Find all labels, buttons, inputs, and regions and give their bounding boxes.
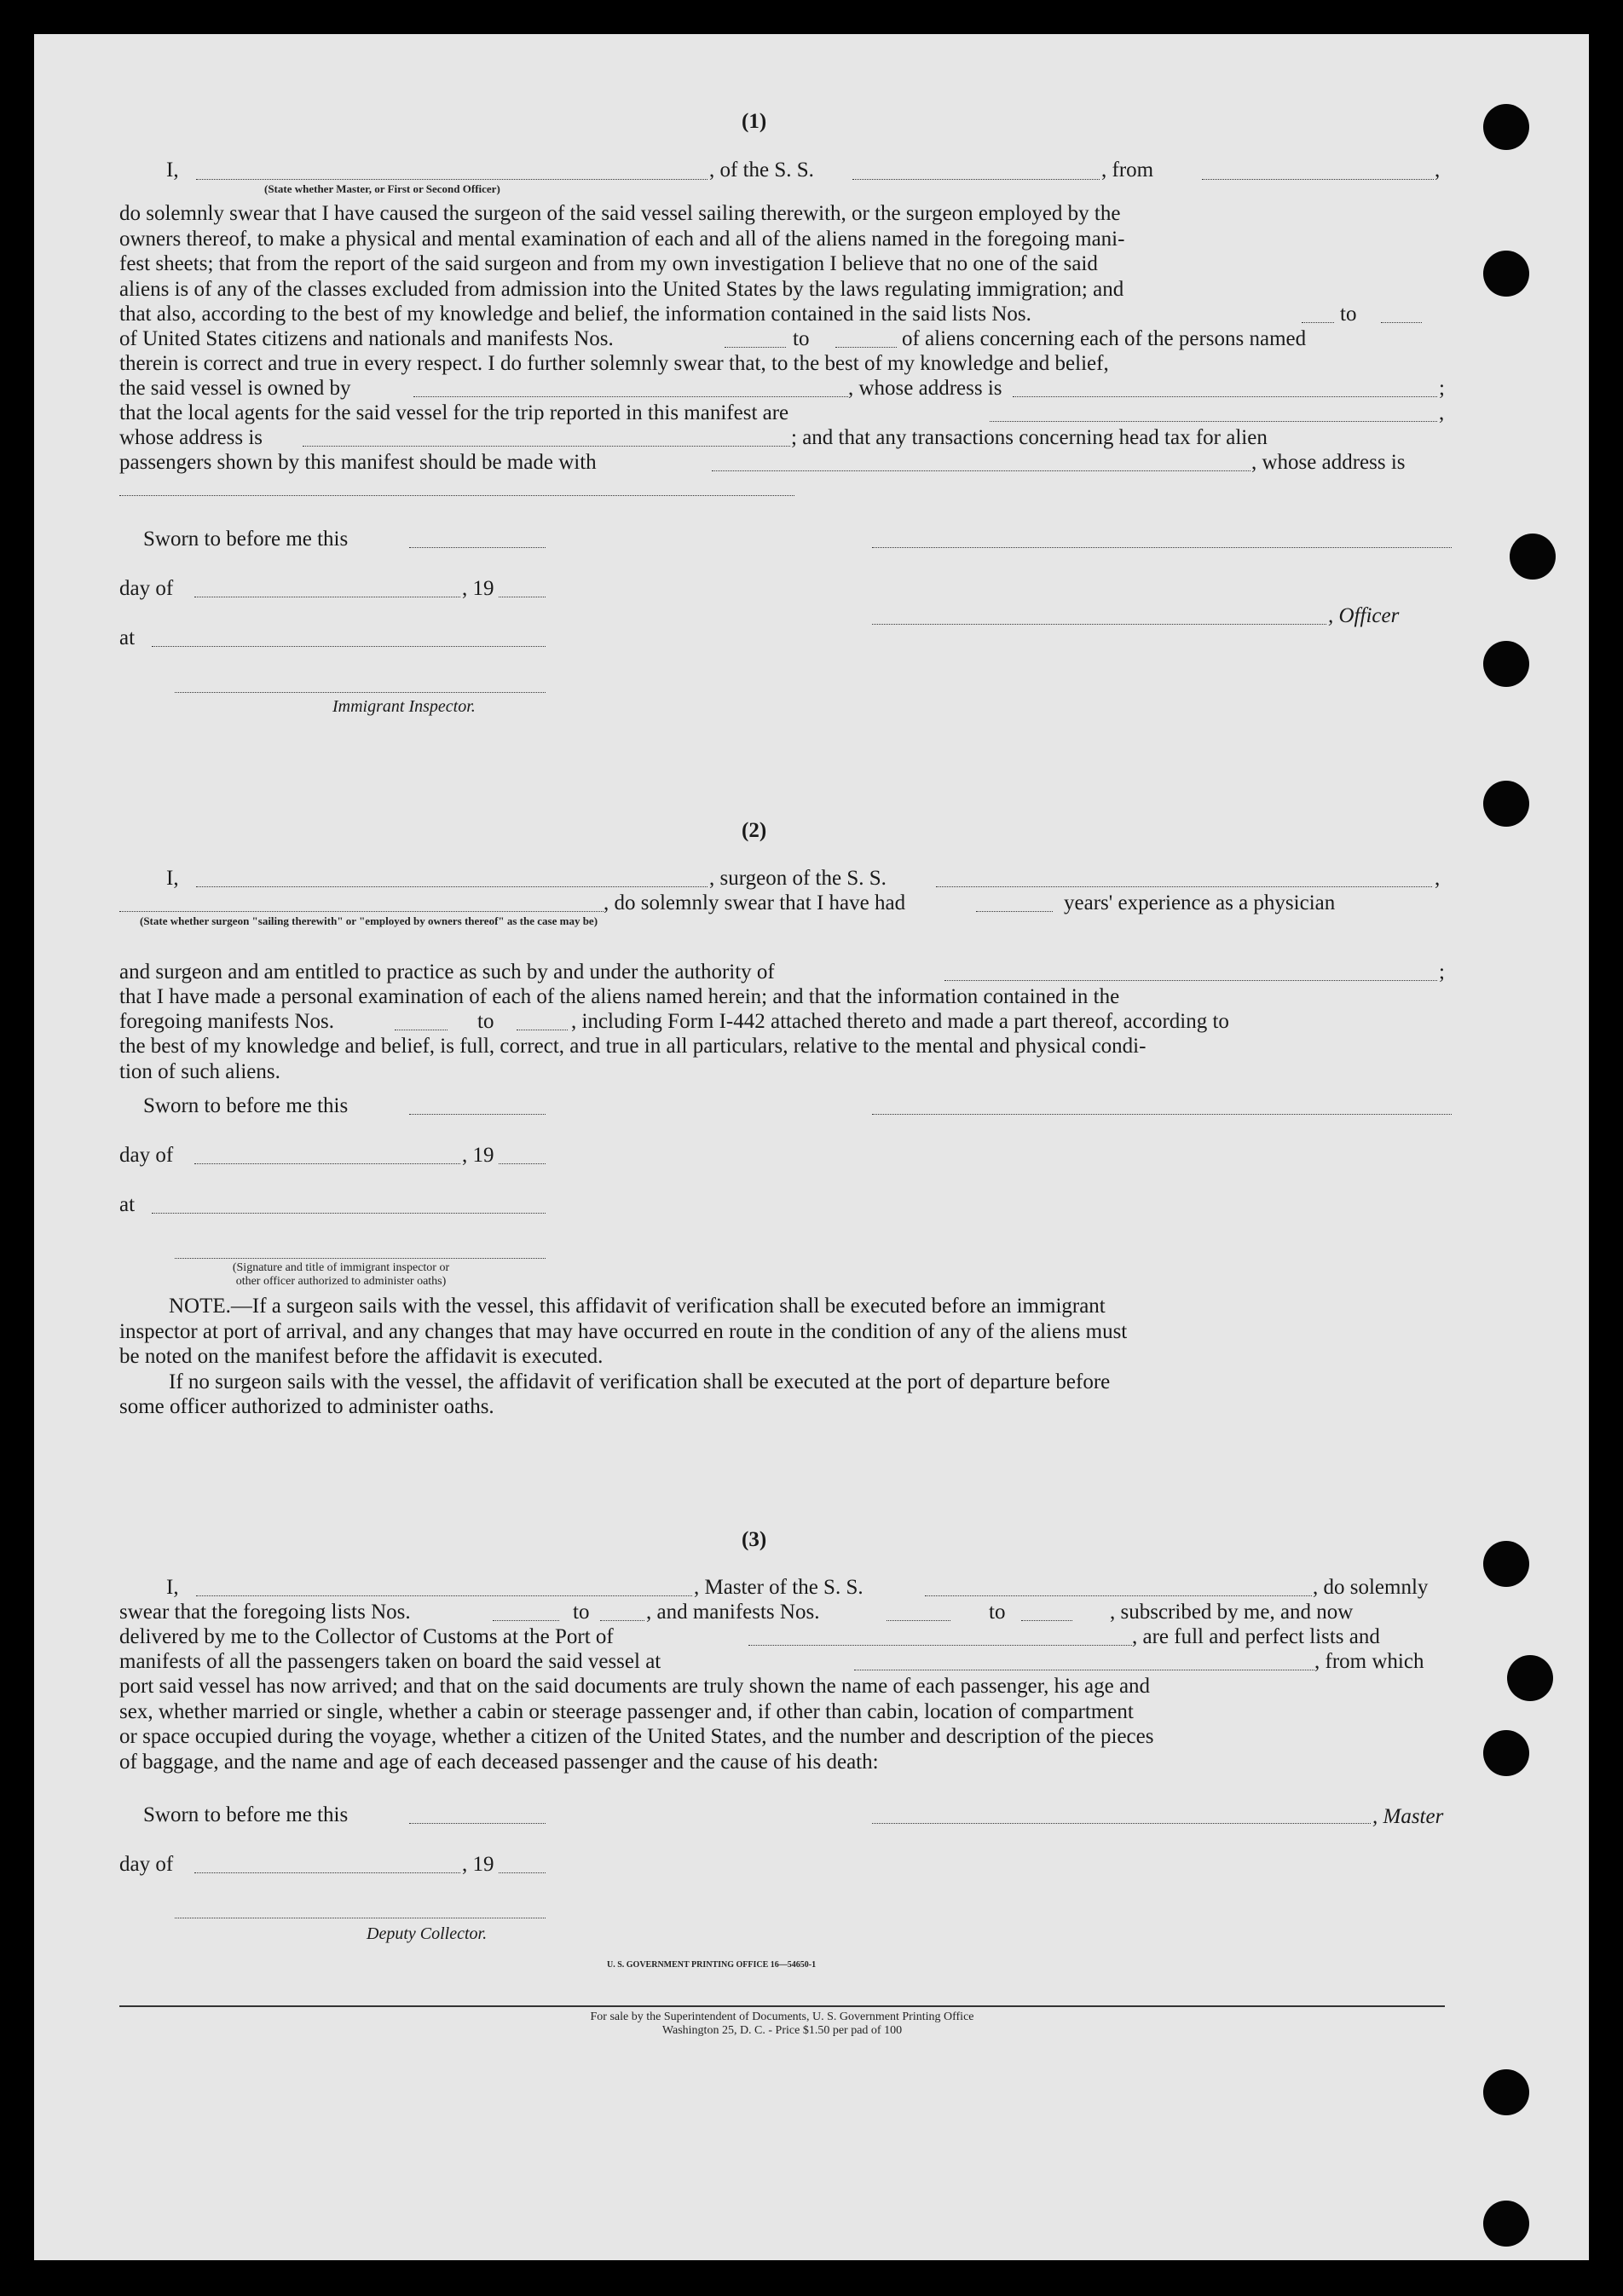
text: foregoing manifests Nos. bbox=[119, 1010, 335, 1033]
punch-hole bbox=[1507, 1655, 1553, 1701]
text: the said vessel is owned by bbox=[119, 377, 351, 400]
text: at bbox=[119, 1193, 136, 1216]
paragraph bbox=[119, 201, 1441, 302]
text: , from bbox=[1101, 159, 1154, 182]
blank-field-surgeon[interactable] bbox=[196, 886, 708, 887]
line: If no surgeon sails with the vessel, the affidavit of verification shall be executed at the port of departure before bbox=[169, 1370, 1111, 1393]
blank-field-inspector-signature[interactable] bbox=[175, 1258, 546, 1259]
text: of aliens concerning each of the persons named bbox=[902, 327, 1307, 350]
text: Sworn to before me this bbox=[143, 1094, 349, 1117]
blank-field-manifest-from[interactable] bbox=[887, 1620, 950, 1621]
blank-field-signature[interactable] bbox=[872, 547, 1452, 548]
text: I, bbox=[166, 159, 179, 182]
caption bbox=[162, 1261, 520, 1289]
form-page bbox=[34, 34, 1589, 2260]
blank-field-at[interactable] bbox=[152, 646, 546, 647]
text: years' experience as a physician bbox=[1064, 891, 1336, 914]
text: , subscribed by me, and now bbox=[1110, 1601, 1354, 1624]
text: , Master bbox=[1372, 1805, 1444, 1828]
section-number: (3) bbox=[742, 1528, 767, 1551]
text: Immigrant Inspector. bbox=[332, 697, 476, 716]
line: owners thereof, to make a physical and mental examination of each and all of the aliens named in the foregoing mani- bbox=[119, 227, 1125, 251]
paragraph bbox=[119, 1034, 1441, 1084]
line: aliens is of any of the classes excluded from admission into the United States by the laws regulating immigration; and bbox=[119, 277, 1124, 301]
punch-hole bbox=[1483, 1541, 1529, 1587]
text: Deputy Collector. bbox=[367, 1924, 488, 1943]
blank-field-agents-address[interactable] bbox=[303, 446, 790, 447]
text: to bbox=[573, 1601, 590, 1624]
blank-field-list-from[interactable] bbox=[493, 1620, 559, 1621]
text: , whose address is bbox=[1251, 451, 1406, 474]
text: day of bbox=[119, 577, 174, 600]
blank-field-head-tax[interactable] bbox=[712, 470, 1250, 471]
caption: (State whether surgeon "sailing therewith" or "employed by owners thereof" as the case may be) bbox=[140, 914, 598, 927]
blank-field-list-from[interactable] bbox=[1302, 322, 1334, 323]
caption: (State whether Master, or First or Second Officer) bbox=[264, 182, 500, 195]
text: to bbox=[989, 1601, 1006, 1624]
text: Sworn to before me this bbox=[143, 1803, 349, 1826]
text: Sworn to before me this bbox=[143, 528, 349, 551]
blank-field-year[interactable] bbox=[499, 1163, 546, 1164]
blank-field-officer[interactable] bbox=[872, 624, 1326, 625]
text: of United States citizens and nationals and manifests Nos. bbox=[119, 327, 614, 350]
text: to bbox=[477, 1010, 494, 1033]
blank-field-surgeon-status[interactable] bbox=[119, 911, 604, 912]
footer-rule bbox=[119, 2005, 1445, 2007]
text: , bbox=[1435, 159, 1441, 182]
punch-hole bbox=[1483, 251, 1529, 297]
note bbox=[119, 1294, 1441, 1420]
blank-field-list-to[interactable] bbox=[600, 1620, 644, 1621]
line: inspector at port of arrival, and any changes that may have occurred en route in the condition of any of the aliens must bbox=[119, 1319, 1128, 1343]
blank-field-agents[interactable] bbox=[990, 421, 1437, 422]
text: at bbox=[119, 626, 136, 649]
line: or space occupied during the voyage, whether a citizen of the United States, and the number and description of the pieces bbox=[119, 1725, 1154, 1748]
text: day of bbox=[119, 1853, 174, 1876]
text: that also, according to the best of my knowledge and belief, the information contained in the said lists Nos. bbox=[119, 303, 1031, 326]
punch-hole bbox=[1483, 104, 1529, 150]
text: that the local agents for the said vessel for the trip reported in this manifest are bbox=[119, 401, 789, 424]
blank-field-rank[interactable] bbox=[196, 179, 708, 180]
paragraph bbox=[119, 1674, 1441, 1774]
blank-field-sworn-date[interactable] bbox=[409, 1823, 546, 1824]
text: , Officer bbox=[1328, 604, 1400, 627]
text: to bbox=[1340, 303, 1357, 326]
caption-line: other officer authorized to administer oaths) bbox=[235, 1275, 447, 1288]
caption-line: (Signature and title of immigrant inspector or bbox=[232, 1261, 450, 1274]
text: to bbox=[793, 327, 810, 350]
section-number: (2) bbox=[742, 819, 767, 842]
blank-field-master[interactable] bbox=[196, 1595, 692, 1596]
line: sex, whether married or single, whether a cabin or steerage passenger and, if other than cabin, location of compartment bbox=[119, 1699, 1134, 1723]
text: , Master of the S. S. bbox=[694, 1576, 863, 1599]
blank-field-inspector[interactable] bbox=[175, 692, 546, 693]
text: , of the S. S. bbox=[709, 159, 814, 182]
punch-hole bbox=[1483, 781, 1529, 827]
line: some officer authorized to administer oaths. bbox=[119, 1395, 494, 1418]
text: that I have made a personal examination of each of the aliens named herein; and that the information contained in the bbox=[119, 985, 1120, 1008]
text: passengers shown by this manifest should be made with bbox=[119, 451, 597, 474]
blank-field-day[interactable] bbox=[194, 1872, 460, 1873]
text: swear that the foregoing lists Nos. bbox=[119, 1601, 411, 1624]
text bbox=[1425, 302, 1430, 327]
blank-field-at[interactable] bbox=[152, 1213, 546, 1214]
text: , and manifests Nos. bbox=[646, 1601, 820, 1624]
text: I, bbox=[166, 1576, 179, 1599]
punch-hole bbox=[1483, 2069, 1529, 2115]
blank-field-manifest-to[interactable] bbox=[1021, 1620, 1072, 1621]
line: of baggage, and the name and age of each deceased passenger and the cause of his death: bbox=[119, 1750, 879, 1774]
blank-field-day[interactable] bbox=[194, 1163, 460, 1164]
punch-hole bbox=[1483, 641, 1529, 687]
blank-field-manifest-from[interactable] bbox=[725, 347, 786, 348]
text: , are full and perfect lists and bbox=[1132, 1625, 1380, 1648]
blank-field-master-signature[interactable] bbox=[872, 1823, 1371, 1824]
blank-field-manifest-to[interactable] bbox=[835, 347, 897, 348]
text: ; bbox=[1439, 961, 1445, 984]
blank-field-list-to[interactable] bbox=[1381, 322, 1422, 323]
line: fest sheets; that from the report of the said surgeon and from my own investigation I believe that no one of the said bbox=[119, 252, 1098, 275]
text: , including Form I-442 attached thereto and made a part thereof, according to bbox=[571, 1010, 1229, 1033]
text: , do solemnly swear that I have had bbox=[604, 891, 906, 914]
text: , 19 bbox=[462, 577, 494, 600]
blank-field-port[interactable] bbox=[748, 1645, 1132, 1646]
text: , bbox=[1439, 401, 1445, 424]
line: be noted on the manifest before the affidavit is executed. bbox=[119, 1345, 604, 1368]
blank-field-from[interactable] bbox=[1202, 179, 1434, 180]
line: tion of such aliens. bbox=[119, 1059, 280, 1083]
sale-line: For sale by the Superintendent of Documents, U. S. Government Printing Office bbox=[590, 2010, 974, 2023]
line: port said vessel has now arrived; and that on the said documents are truly shown the name of each passenger, his age and bbox=[119, 1675, 1151, 1698]
text: , from which bbox=[1314, 1650, 1424, 1673]
section-number: (1) bbox=[742, 110, 767, 133]
blank-field-vessel[interactable] bbox=[936, 886, 1432, 887]
sale-line: Washington 25, D. C. - Price $1.50 per pad of 100 bbox=[661, 2024, 903, 2037]
blank-field-owner-address[interactable] bbox=[1013, 396, 1437, 397]
punch-hole bbox=[1483, 2201, 1529, 2247]
blank-field-years[interactable] bbox=[976, 911, 1053, 912]
sale-notice bbox=[119, 2010, 1445, 2038]
text: whose address is bbox=[119, 426, 263, 449]
blank-field-year[interactable] bbox=[499, 1872, 546, 1873]
text: , surgeon of the S. S. bbox=[709, 867, 887, 890]
blank-field-authority[interactable] bbox=[944, 980, 1437, 981]
text: manifests of all the passengers taken on board the said vessel at bbox=[119, 1650, 661, 1673]
text: , 19 bbox=[462, 1853, 494, 1876]
punch-hole bbox=[1483, 1730, 1529, 1776]
text: and surgeon and am entitled to practice as such by and under the authority of bbox=[119, 961, 775, 984]
line: NOTE.—If a surgeon sails with the vessel, this affidavit of verification shall be executed before an immigrant bbox=[169, 1295, 1106, 1318]
text: ; and that any transactions concerning head tax for alien bbox=[791, 426, 1268, 449]
line: the best of my knowledge and belief, is full, correct, and true in all particulars, relative to the mental and physical condi- bbox=[119, 1035, 1146, 1058]
text: I, bbox=[166, 867, 179, 890]
blank-field-signature[interactable] bbox=[872, 1114, 1452, 1115]
blank-field-vessel[interactable] bbox=[925, 1595, 1312, 1596]
text: , 19 bbox=[462, 1144, 494, 1167]
blank-field-head-tax-address[interactable] bbox=[119, 495, 794, 496]
punch-hole bbox=[1510, 534, 1556, 580]
text: , do solemnly bbox=[1313, 1576, 1429, 1599]
text: , whose address is bbox=[848, 377, 1002, 400]
text: ; bbox=[1439, 377, 1445, 400]
blank-field-sworn-date[interactable] bbox=[409, 1114, 546, 1115]
text: delivered by me to the Collector of Customs at the Port of bbox=[119, 1625, 614, 1648]
line: do solemnly swear that I have caused the surgeon of the said vessel sailing therewith, or the surgeon employed by the bbox=[119, 202, 1121, 225]
text: therein is correct and true in every respect. I do further solemnly swear that, to the best of my knowledge and belief, bbox=[119, 352, 1109, 375]
gpo-imprint: U. S. GOVERNMENT PRINTING OFFICE 16—54650-1 bbox=[607, 1960, 817, 1970]
text: , bbox=[1435, 867, 1441, 890]
blank-field-owner[interactable] bbox=[413, 396, 848, 397]
blank-field-vessel[interactable] bbox=[852, 179, 1100, 180]
text: day of bbox=[119, 1144, 174, 1167]
blank-field-sworn-date[interactable] bbox=[409, 547, 546, 548]
